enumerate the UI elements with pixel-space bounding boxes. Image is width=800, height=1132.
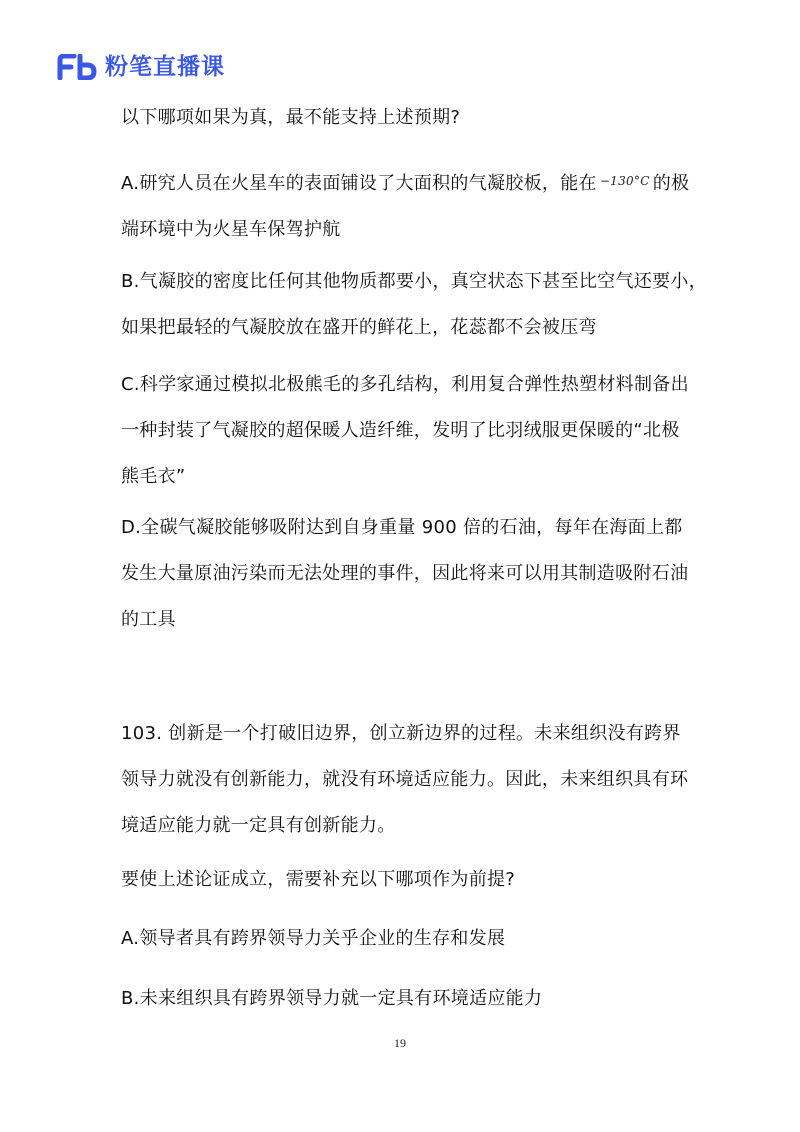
fb-logo-icon [57,54,97,80]
q102-option-c [121,362,701,500]
q102-option-a [121,158,701,253]
option-d-line-1: D.全碳气凝胶能够吸附达到自身重量 900 倍的石油，每年在海面上都 [121,517,683,538]
option-a-line-1 [121,158,701,207]
option-c-line-2: 一种封装了气凝胶的超保暖人造纤维，发明了比羽绒服更保暖的“北极 [121,420,680,441]
q103-option-b [121,976,701,1022]
q102-stem-text: 以下哪项如果为真，最不能支持上述预期? [121,107,461,128]
option-a-text-end: 的极 [652,173,690,194]
q103-stem-line-3: 境适应能力就一定具有创新能力。 [121,815,396,836]
brand-header [57,50,225,84]
option-d-line-3: 的工具 [121,609,176,630]
option-b-line-1: B.气凝胶的密度比任何其他物质都要小，真空状态下甚至比空气还要小， [121,271,707,292]
q102-option-d [121,505,701,643]
option-c-line-3: 熊毛衣” [121,466,186,487]
q103-question [121,857,701,903]
option-a-line-2: 端环境中为火星车保驾护航 [121,219,341,240]
brand-name: 粉笔直播课 [105,54,225,80]
q102-option-b [121,259,707,351]
temperature-value: −130°C [599,174,650,188]
q103-stem-line-2: 领导力就没有创新能力，就没有环境适应能力。因此，未来组织具有环 [121,769,689,790]
q102-stem [121,95,701,141]
option-b-line-2: 如果把最轻的气凝胶放在盛开的鲜花上，花蕊都不会被压弯 [121,317,597,338]
q103-option-a-text: A.领导者具有跨界领导力关乎企业的生存和发展 [121,928,506,949]
option-d-line-2: 发生大量原油污染而无法处理的事件，因此将来可以用其制造吸附石油 [121,563,689,584]
page-number: 19 [394,1036,406,1050]
option-c-line-1: C.科学家通过模拟北极熊毛的多孔结构，利用复合弹性热塑材料制备出 [121,374,689,395]
option-a-text-start: A.研究人员在火星车的表面铺设了大面积的气凝胶板，能在 [121,173,597,194]
q103-option-b-text: B.未来组织具有跨界领导力就一定具有环境适应能力 [121,988,543,1009]
q103-stem-line-1: 103. 创新是一个打破旧边界，创立新边界的过程。未来组织没有跨界 [121,723,681,744]
q103-option-a [121,916,701,962]
q103-stem [121,711,701,849]
q103-question-text: 要使上述论证成立，需要补充以下哪项作为前提? [121,869,516,890]
